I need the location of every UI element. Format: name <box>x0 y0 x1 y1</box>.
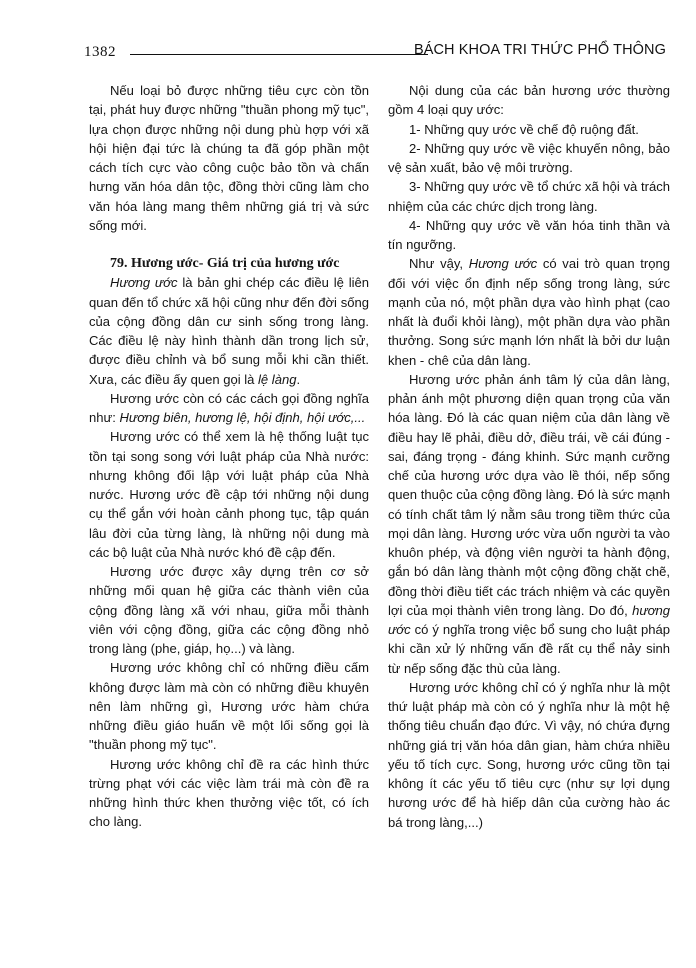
synonym-terms: Hương biên, hương lệ, hội định, hội ước,... <box>119 410 366 425</box>
paragraph-role: Như vậy, Hương ước có vai trò quan trọng đối với việc ổn định nếp sống trong làng, sức mạnh của nó, một phần dựa vào hình phạt (cao nhất là đuổi khỏi làng), một phần dựa vào phần thưởng. Song sức mạnh lớn nhất là bởi dư luận khen - chê của dân làng. <box>388 256 670 368</box>
term-le-lang: lệ làng <box>258 371 297 387</box>
paragraph-customary-law: Hương ước có thể xem là hệ thống luật tục tồn tại song song với luật pháp của Nhà nước: nhưng không đối lập với luật pháp của Nhà nước. Hương ước đề cập tới những nội dung cụ thể gắn với hoàn cảnh phong tục, tập quán lâu đời của từng làng, là những nội dung mà các bộ luật của Nhà nước khó đề cập đến. <box>89 429 369 560</box>
list-item: 4- Những quy ước về văn hóa tinh thần và tín ngưỡng. <box>388 217 670 252</box>
paragraph-psychology: Hương ước phản ánh tâm lý của dân làng, phản ánh một phương diện quan trọng của văn hóa làng. Đó là các quan niệm của dân làng về điều hay lẽ phải, điều dở, điều trái, về cái đúng - sai, đáng trọng - đáng khinh. Sức mạnh cưỡng chế của hương ước dựa vào lề thói, nếp sống quen thuộc của cộng đồng làng. Đó là sức mạnh có tính chất tâm lý nằm sâu trong tiềm thức của mọi dân làng. Hương ước vừa uốn người ta vào khuôn phép, và động viên người ta hành động, gắn bó dân làng thành một cộng đồng chặt chẽ, đồng thời điều tiết các trách nhiệm và các quyền lợi của mọi thành viên trong làng. Do đó, hương ước có ý nghĩa trong việc bổ sung cho luật pháp khi cần xử lý những vấn đề rất cụ thể nảy sinh từ nếp sống đặc thù của làng. <box>388 371 670 676</box>
list-item: 3- Những quy ước về tổ chức xã hội và trách nhiệm của các chức dịch trong làng. <box>388 179 670 214</box>
term-huong-uoc: Hương ước <box>468 256 538 272</box>
paragraph-relations: Hương ước được xây dựng trên cơ sở những mối quan hệ giữa các thành viên của cộng đồng làng xã với nhau, giữa mỗi thành viên với cộng đồng, giữa các cộng đồng nhỏ trong làng (phe, giáp, họ...) và làng. <box>89 564 369 656</box>
intro-paragraph: Nếu loại bỏ được những tiêu cực còn tồn tại, phát huy được những "thuần phong mỹ tục", lựa chọn được những nội dung phù hợp với xã hội hiện đại tức là chúng ta đã góp phần một cách tích cực vào công cuộc bảo tồn và chấn hưng văn hóa dân tộc, đồng thời cũng làm cho văn hóa làng mang thêm những giá trị và sức sống mới. <box>89 83 369 233</box>
list-item: 2- Những quy ước về việc khuyến nông, bảo vệ sản xuất, bảo vệ môi trường. <box>388 140 670 175</box>
header-rule <box>130 54 428 55</box>
term-huong-uoc: hương ước <box>388 602 670 637</box>
page-header <box>84 40 666 66</box>
paragraph-rewards: Hương ước không chỉ đề ra các hình thức trừng phạt với các việc làm trái mà còn đề ra những hình thức khen thưởng việc tốt, có ích cho làng. <box>89 756 369 830</box>
list-item: 1- Những quy ước về chế độ ruộng đất. <box>409 121 639 137</box>
page-number: 1382 <box>84 44 116 60</box>
definition-paragraph: Hương ước là bản ghi chép các điều lệ liên quan đến tổ chức xã hội cũng như đến đời sống của cộng đồng dân cư sinh sống trong làng. Các điều lệ này hình thành dần trong lịch sử, được điều chỉnh và bổ sung mỗi khi cần thiết. Xưa, các điều ấy quen gọi là lệ làng. <box>89 275 369 387</box>
paragraph-prohibitions: Hương ước không chỉ có những điều cấm không được làm mà còn có những điều khuyên nên làm những gì, Hương ước hàm chứa những điều giáo huấn về một lối sống gọi là "thuần phong mỹ tục". <box>89 660 369 753</box>
running-title: BÁCH KHOA TRI THỨC PHỔ THÔNG <box>413 42 666 58</box>
term-huong-uoc: Hương ước <box>110 275 178 291</box>
contents-intro: Nội dung của các bản hương ước thường gồm 4 loại quy ước: <box>388 83 670 118</box>
right-column <box>388 81 670 832</box>
synonyms-paragraph: Hương ước còn có các cách gọi đồng nghĩa như: Hương biên, hương lệ, hội định, hội ước,... <box>89 390 369 425</box>
left-column <box>89 81 369 832</box>
paragraph-moral-standards: Hương ước không chỉ có ý nghĩa như là một thứ luật pháp mà còn có ý nghĩa như là một hệ thống tiêu chuẩn đạo đức. Vì vậy, nó chứa đựng những giá trị văn hóa dân gian, hàm chứa nhiều yếu tố tích cực. Song, hương ước cũng tồn tại không ít các yếu tố tiêu cực (như sự lợi dụng hương ước để hà hiếp dân của cường hào ác bá trong làng,...) <box>388 679 670 830</box>
section-heading: 79. Hương ước- Giá trị của hương ước <box>110 256 340 271</box>
